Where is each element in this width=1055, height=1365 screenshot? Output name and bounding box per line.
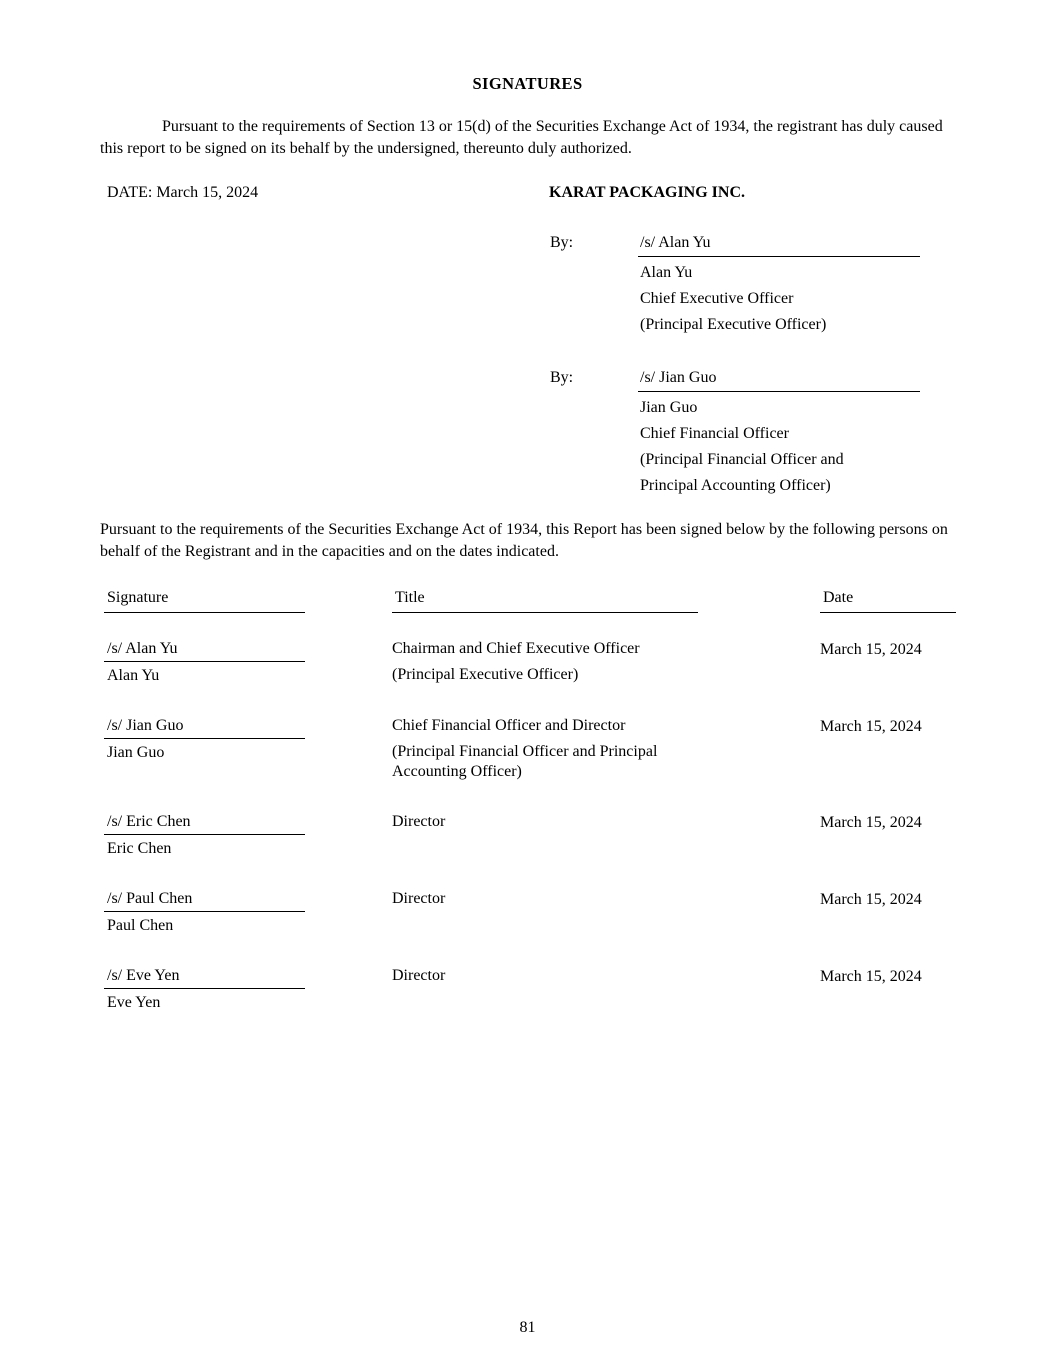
signature-cell (104, 639, 392, 686)
company-name: KARAT PACKAGING INC. (549, 184, 746, 201)
by-label: By: (550, 234, 574, 251)
intro-paragraph: Pursuant to the requirements of Section 13 or 15(d) of the Securities Exchange Act of 1934, the registrant has duly caused this report to be signed on its behalf by the undersigned, thereunto duly authorized. (100, 118, 943, 157)
signer-title-line: (Principal Executive Officer) (640, 316, 827, 333)
column-header-date: Date (820, 588, 956, 613)
header-cell-title (392, 588, 820, 613)
row-date: March 15, 2024 (820, 814, 922, 831)
by-label: By: (550, 369, 574, 386)
date-line: DATE: March 15, 2024 (107, 184, 259, 201)
row-title: Chairman and Chief Executive Officer (392, 640, 640, 657)
signer-details (638, 260, 920, 338)
row-signature: /s/ Jian Guo (104, 716, 305, 739)
title-cell (392, 812, 712, 859)
header-cell-date (820, 588, 956, 613)
table-row (104, 639, 955, 686)
signature-line: /s/ Jian Guo (638, 368, 920, 392)
signatures-table (104, 588, 955, 1013)
signer-title-line: (Principal Financial Officer and (640, 451, 844, 468)
row-signature: /s/ Eric Chen (104, 812, 305, 835)
page-title: SIGNATURES (472, 74, 583, 93)
table-header-row (104, 588, 955, 613)
row-title-note: (Principal Executive Officer) (392, 666, 579, 683)
title-cell (392, 889, 712, 936)
table-row (104, 966, 955, 1013)
title-cell (392, 966, 712, 1013)
signature-cell (104, 889, 392, 936)
header-cell-signature (104, 588, 392, 613)
row-signer-name: Jian Guo (107, 744, 165, 761)
column-header-signature: Signature (104, 588, 305, 613)
signature-cell (104, 966, 392, 1013)
row-date: March 15, 2024 (820, 641, 922, 658)
table-row (104, 889, 955, 936)
table-row (104, 716, 955, 782)
row-signer-name: Eve Yen (107, 994, 161, 1011)
title-cell (392, 639, 712, 686)
row-title: Chief Financial Officer and Director (392, 717, 626, 734)
row-signer-name: Paul Chen (107, 917, 174, 934)
signature-cell (104, 812, 392, 859)
signer-title-line: Chief Executive Officer (640, 290, 794, 307)
title-cell (392, 716, 712, 782)
signer-name: Jian Guo (640, 399, 698, 416)
row-date: March 15, 2024 (820, 718, 922, 735)
row-signature: /s/ Paul Chen (104, 889, 305, 912)
signature-area (638, 233, 920, 338)
row-title: Director (392, 813, 446, 830)
signature-area (638, 368, 920, 499)
row-title-note: (Principal Financial Officer and Principal Accounting Officer) (392, 743, 658, 780)
signer-title-line: Principal Accounting Officer) (640, 477, 831, 494)
row-signer-name: Alan Yu (107, 667, 160, 684)
row-date: March 15, 2024 (820, 891, 922, 908)
signer-title-line: Chief Financial Officer (640, 425, 789, 442)
date-company-row (100, 183, 955, 203)
page-number: 81 (519, 1319, 536, 1336)
signature-line: /s/ Alan Yu (638, 233, 920, 257)
row-date: March 15, 2024 (820, 968, 922, 985)
officer-signature-block-ceo (550, 233, 955, 338)
row-title: Director (392, 890, 446, 907)
row-title: Director (392, 967, 446, 984)
signer-name: Alan Yu (640, 264, 693, 281)
signer-details (638, 395, 920, 499)
second-paragraph: Pursuant to the requirements of the Securities Exchange Act of 1934, this Report has been signed below by the following persons on behalf of the Registrant and in the capacities and on the dates indicated. (100, 521, 948, 560)
column-header-title: Title (392, 588, 698, 613)
table-row (104, 812, 955, 859)
row-signer-name: Eric Chen (107, 840, 172, 857)
officer-signature-block-cfo (550, 368, 955, 499)
row-signature: /s/ Alan Yu (104, 639, 305, 662)
signature-cell (104, 716, 392, 782)
row-signature: /s/ Eve Yen (104, 966, 305, 989)
